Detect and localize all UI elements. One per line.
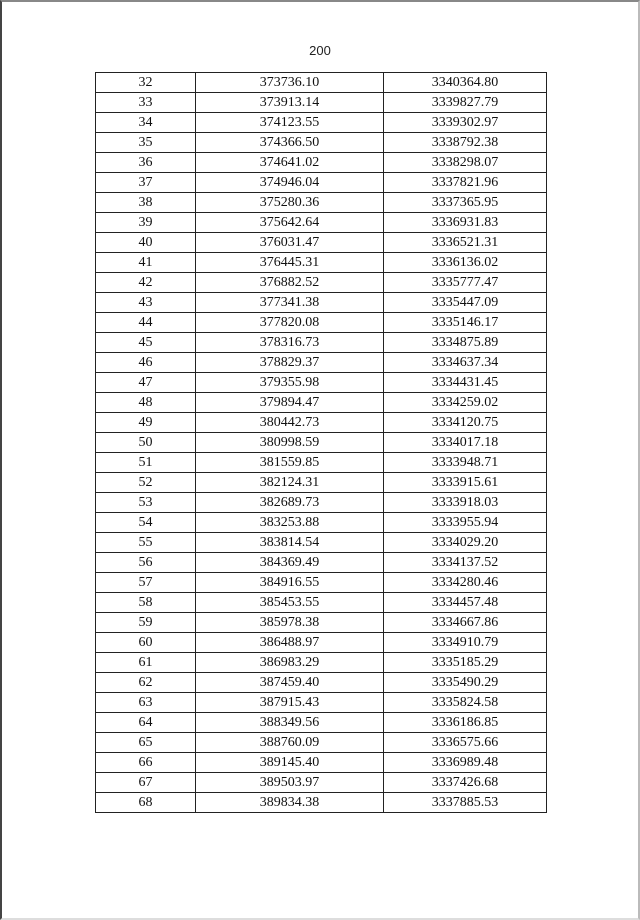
y-coordinate-cell: 3339302.97 xyxy=(384,113,547,133)
x-coordinate-cell: 379355.98 xyxy=(196,373,384,393)
x-coordinate-cell: 376882.52 xyxy=(196,273,384,293)
point-index-cell: 48 xyxy=(96,393,196,413)
table-row xyxy=(96,633,547,653)
y-coordinate-cell: 3337821.96 xyxy=(384,173,547,193)
point-index-cell: 33 xyxy=(96,93,196,113)
point-index-cell: 68 xyxy=(96,793,196,813)
table-row xyxy=(96,493,547,513)
x-coordinate-cell: 387459.40 xyxy=(196,673,384,693)
y-coordinate-cell: 3336136.02 xyxy=(384,253,547,273)
point-index-cell: 35 xyxy=(96,133,196,153)
table-row xyxy=(96,773,547,793)
point-index-cell: 60 xyxy=(96,633,196,653)
point-index-cell: 32 xyxy=(96,73,196,93)
y-coordinate-cell: 3336989.48 xyxy=(384,753,547,773)
table-row xyxy=(96,273,547,293)
coordinate-table xyxy=(95,72,547,813)
table-row xyxy=(96,193,547,213)
x-coordinate-cell: 373736.10 xyxy=(196,73,384,93)
x-coordinate-cell: 386488.97 xyxy=(196,633,384,653)
point-index-cell: 67 xyxy=(96,773,196,793)
y-coordinate-cell: 3334431.45 xyxy=(384,373,547,393)
table-row xyxy=(96,333,547,353)
x-coordinate-cell: 375642.64 xyxy=(196,213,384,233)
point-index-cell: 59 xyxy=(96,613,196,633)
table-row xyxy=(96,173,547,193)
y-coordinate-cell: 3335824.58 xyxy=(384,693,547,713)
x-coordinate-cell: 374123.55 xyxy=(196,113,384,133)
y-coordinate-cell: 3334637.34 xyxy=(384,353,547,373)
x-coordinate-cell: 387915.43 xyxy=(196,693,384,713)
y-coordinate-cell: 3337365.95 xyxy=(384,193,547,213)
x-coordinate-cell: 385978.38 xyxy=(196,613,384,633)
table-row xyxy=(96,733,547,753)
table-row xyxy=(96,673,547,693)
x-coordinate-cell: 383253.88 xyxy=(196,513,384,533)
x-coordinate-cell: 383814.54 xyxy=(196,533,384,553)
x-coordinate-cell: 379894.47 xyxy=(196,393,384,413)
page-number: 200 xyxy=(309,43,331,58)
x-coordinate-cell: 382124.31 xyxy=(196,473,384,493)
y-coordinate-cell: 3335447.09 xyxy=(384,293,547,313)
y-coordinate-cell: 3336186.85 xyxy=(384,713,547,733)
table-row xyxy=(96,353,547,373)
point-index-cell: 52 xyxy=(96,473,196,493)
y-coordinate-cell: 3338298.07 xyxy=(384,153,547,173)
table-row xyxy=(96,213,547,233)
y-coordinate-cell: 3340364.80 xyxy=(384,73,547,93)
table-row xyxy=(96,233,547,253)
point-index-cell: 57 xyxy=(96,573,196,593)
x-coordinate-cell: 382689.73 xyxy=(196,493,384,513)
x-coordinate-cell: 381559.85 xyxy=(196,453,384,473)
table-row xyxy=(96,793,547,813)
point-index-cell: 43 xyxy=(96,293,196,313)
table-row xyxy=(96,73,547,93)
point-index-cell: 56 xyxy=(96,553,196,573)
x-coordinate-cell: 377820.08 xyxy=(196,313,384,333)
point-index-cell: 58 xyxy=(96,593,196,613)
y-coordinate-cell: 3339827.79 xyxy=(384,93,547,113)
x-coordinate-cell: 384916.55 xyxy=(196,573,384,593)
point-index-cell: 50 xyxy=(96,433,196,453)
table-row xyxy=(96,253,547,273)
x-coordinate-cell: 373913.14 xyxy=(196,93,384,113)
point-index-cell: 40 xyxy=(96,233,196,253)
point-index-cell: 61 xyxy=(96,653,196,673)
point-index-cell: 62 xyxy=(96,673,196,693)
table-row xyxy=(96,573,547,593)
y-coordinate-cell: 3334667.86 xyxy=(384,613,547,633)
point-index-cell: 51 xyxy=(96,453,196,473)
point-index-cell: 55 xyxy=(96,533,196,553)
x-coordinate-cell: 384369.49 xyxy=(196,553,384,573)
table-row xyxy=(96,513,547,533)
x-coordinate-cell: 376445.31 xyxy=(196,253,384,273)
x-coordinate-cell: 374366.50 xyxy=(196,133,384,153)
y-coordinate-cell: 3334875.89 xyxy=(384,333,547,353)
y-coordinate-cell: 3338792.38 xyxy=(384,133,547,153)
point-index-cell: 65 xyxy=(96,733,196,753)
point-index-cell: 36 xyxy=(96,153,196,173)
point-index-cell: 39 xyxy=(96,213,196,233)
point-index-cell: 66 xyxy=(96,753,196,773)
table-row xyxy=(96,473,547,493)
point-index-cell: 44 xyxy=(96,313,196,333)
y-coordinate-cell: 3333915.61 xyxy=(384,473,547,493)
table-row xyxy=(96,373,547,393)
x-coordinate-cell: 388349.56 xyxy=(196,713,384,733)
y-coordinate-cell: 3334910.79 xyxy=(384,633,547,653)
point-index-cell: 41 xyxy=(96,253,196,273)
point-index-cell: 49 xyxy=(96,413,196,433)
table-row xyxy=(96,713,547,733)
x-coordinate-cell: 388760.09 xyxy=(196,733,384,753)
y-coordinate-cell: 3334017.18 xyxy=(384,433,547,453)
table-row xyxy=(96,313,547,333)
point-index-cell: 42 xyxy=(96,273,196,293)
x-coordinate-cell: 385453.55 xyxy=(196,593,384,613)
y-coordinate-cell: 3333948.71 xyxy=(384,453,547,473)
x-coordinate-cell: 389834.38 xyxy=(196,793,384,813)
x-coordinate-cell: 375280.36 xyxy=(196,193,384,213)
x-coordinate-cell: 380998.59 xyxy=(196,433,384,453)
table-row xyxy=(96,553,547,573)
point-index-cell: 34 xyxy=(96,113,196,133)
point-index-cell: 54 xyxy=(96,513,196,533)
table-row xyxy=(96,433,547,453)
y-coordinate-cell: 3336521.31 xyxy=(384,233,547,253)
point-index-cell: 37 xyxy=(96,173,196,193)
y-coordinate-cell: 3334457.48 xyxy=(384,593,547,613)
y-coordinate-cell: 3334137.52 xyxy=(384,553,547,573)
y-coordinate-cell: 3335490.29 xyxy=(384,673,547,693)
x-coordinate-cell: 389145.40 xyxy=(196,753,384,773)
y-coordinate-cell: 3334120.75 xyxy=(384,413,547,433)
y-coordinate-cell: 3333918.03 xyxy=(384,493,547,513)
coordinate-table-body xyxy=(96,73,547,813)
y-coordinate-cell: 3334280.46 xyxy=(384,573,547,593)
x-coordinate-cell: 376031.47 xyxy=(196,233,384,253)
y-coordinate-cell: 3334259.02 xyxy=(384,393,547,413)
table-row xyxy=(96,613,547,633)
y-coordinate-cell: 3336931.83 xyxy=(384,213,547,233)
point-index-cell: 64 xyxy=(96,713,196,733)
x-coordinate-cell: 374641.02 xyxy=(196,153,384,173)
point-index-cell: 38 xyxy=(96,193,196,213)
y-coordinate-cell: 3333955.94 xyxy=(384,513,547,533)
table-row xyxy=(96,753,547,773)
table-row xyxy=(96,393,547,413)
point-index-cell: 46 xyxy=(96,353,196,373)
x-coordinate-cell: 380442.73 xyxy=(196,413,384,433)
x-coordinate-cell: 386983.29 xyxy=(196,653,384,673)
table-row xyxy=(96,693,547,713)
y-coordinate-cell: 3335185.29 xyxy=(384,653,547,673)
x-coordinate-cell: 374946.04 xyxy=(196,173,384,193)
x-coordinate-cell: 378316.73 xyxy=(196,333,384,353)
x-coordinate-cell: 389503.97 xyxy=(196,773,384,793)
table-row xyxy=(96,133,547,153)
y-coordinate-cell: 3336575.66 xyxy=(384,733,547,753)
table-row xyxy=(96,453,547,473)
x-coordinate-cell: 378829.37 xyxy=(196,353,384,373)
table-row xyxy=(96,653,547,673)
x-coordinate-cell: 377341.38 xyxy=(196,293,384,313)
y-coordinate-cell: 3335146.17 xyxy=(384,313,547,333)
y-coordinate-cell: 3337426.68 xyxy=(384,773,547,793)
table-row xyxy=(96,113,547,133)
y-coordinate-cell: 3334029.20 xyxy=(384,533,547,553)
point-index-cell: 63 xyxy=(96,693,196,713)
table-row xyxy=(96,593,547,613)
table-row xyxy=(96,293,547,313)
point-index-cell: 47 xyxy=(96,373,196,393)
point-index-cell: 53 xyxy=(96,493,196,513)
table-row xyxy=(96,93,547,113)
y-coordinate-cell: 3337885.53 xyxy=(384,793,547,813)
y-coordinate-cell: 3335777.47 xyxy=(384,273,547,293)
table-row xyxy=(96,153,547,173)
table-row xyxy=(96,413,547,433)
table-row xyxy=(96,533,547,553)
point-index-cell: 45 xyxy=(96,333,196,353)
